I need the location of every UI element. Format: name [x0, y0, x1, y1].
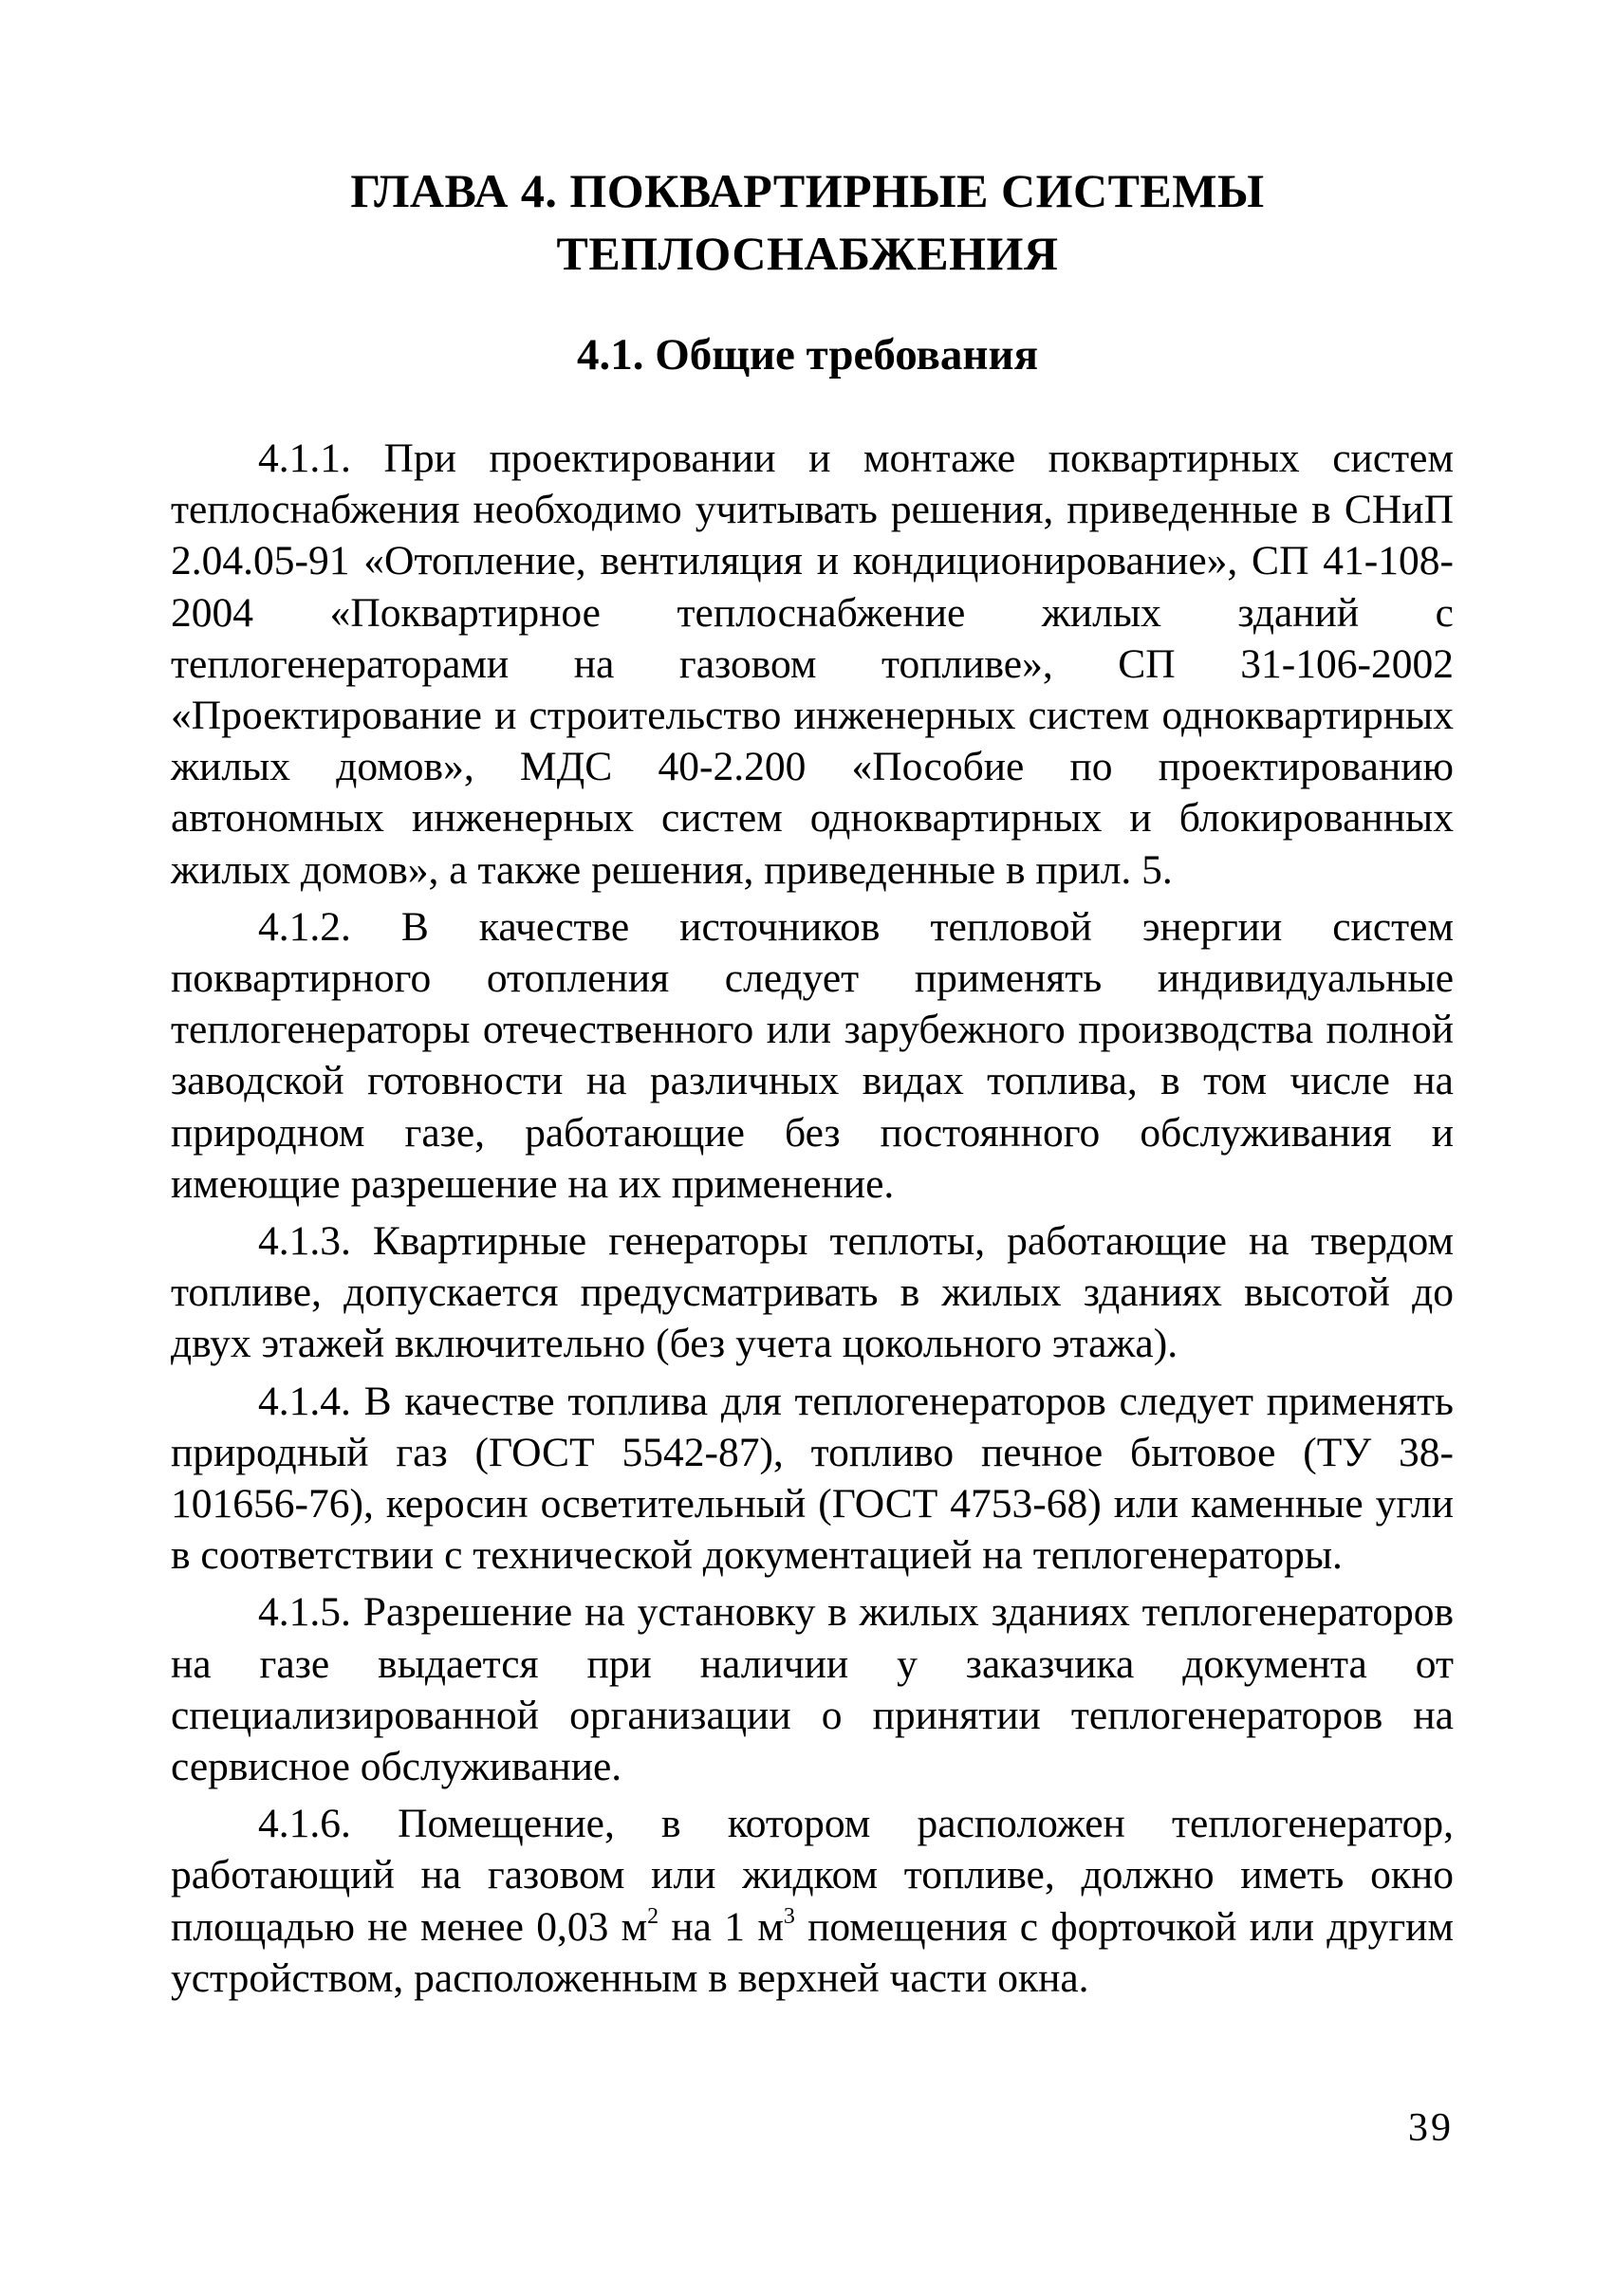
body-text [171, 433, 1454, 2009]
paragraph-4-1-5: 4.1.5. Разрешение на установку в жилых зданиях теплогенераторов на газе выдается при наличии у заказчика документа от специализированной организации о принятии теплогенераторов на сервисное обслуживание. [171, 1589, 1454, 1790]
paragraph-4-1-6-part-3: помещения с форточкой или другим устройством, расположенным в верхней части окна. [171, 1903, 1454, 2001]
page-number: 39 [1408, 2106, 1454, 2150]
paragraph-4-1-6-part-2: на 1 м [659, 1903, 784, 1950]
paragraph-4-1-6 [171, 1798, 1454, 2004]
section-title: 4.1. Общие требования [576, 330, 1039, 380]
paragraph-4-1-6-part-1: 4.1.6. Помещение, в котором расположен теплогенератор, работающий на газовом или жидком топливе, должно иметь окно площадью не менее 0,03 м [171, 1801, 1454, 1950]
chapter-title [161, 159, 1454, 285]
paragraph-4-1-3: 4.1.3. Квартирные генераторы теплоты, работающие на твердом топливе, допускается предусматривать в жилых зданиях высотой до двух этажей включительно (без учета цокольного этажа). [171, 1218, 1454, 1367]
chapter-title-line-2: ТЕПЛОСНАБЖЕНИЯ [556, 227, 1059, 280]
paragraph-4-1-1: 4.1.1. При проектировании и монтаже поквартирных систем теплоснабжения необходимо учитывать решения, приведенные в СНиП 2.04.05-91 «Отопление, вентиляция и кондиционирование», СП 41-108-2004 «Поквартирное теплоснабжение жилых зданий с теплогенераторами на газовом топливе», СП 31-106-2002 «Проектирование и строительство инженерных систем одноквартирных жилых домов», МДС 40-2.200 «Пособие по проектированию автономных инженерных систем одноквартирных и блокированных жилых домов», а также решения, приведенные в прил. 5. [171, 435, 1454, 893]
paragraph-4-1-4: 4.1.4. В качестве топлива для теплогенераторов следует применять природный газ (ГОСТ 5542-87), топливо печное бытовое (ТУ 38-101656-76), керосин осветительный (ГОСТ 4753-68) или каменные угли в соответствии с технической документацией на теплогенераторы. [171, 1378, 1454, 1579]
superscript-volume-unit: 3 [783, 1903, 795, 1929]
superscript-area-unit: 2 [647, 1903, 659, 1929]
paragraph-4-1-2: 4.1.2. В качестве источников тепловой энергии систем поквартирного отопления следует применять индивидуальные теплогенераторы отечественного или зарубежного производства полной заводской готовности на различных видах топлива, в том числе на природном газе, работающие без постоянного обслуживания и имеющие разрешение на их применение. [171, 903, 1454, 1207]
chapter-title-line-1: ГЛАВА 4. ПОКВАРТИРНЫЕ СИСТЕМЫ [350, 164, 1265, 217]
